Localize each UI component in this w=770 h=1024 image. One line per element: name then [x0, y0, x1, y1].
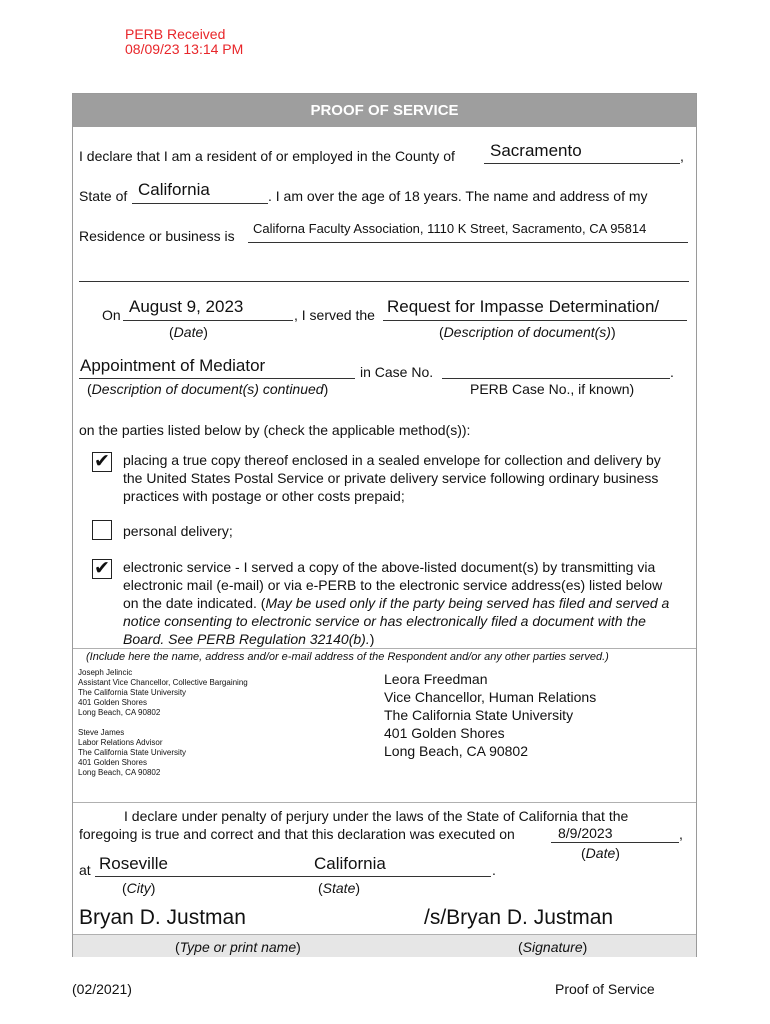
printed-name-field[interactable]: Bryan D. Justman: [79, 906, 246, 929]
form-title: PROOF OF SERVICE: [73, 94, 696, 127]
parties-instruction: (Include here the name, address and/or e-mail address of the Respondent and/or any other parties served.): [86, 651, 609, 663]
state-executed-field[interactable]: California: [314, 854, 386, 873]
methods-intro: on the parties listed below by (check the applicable method(s)):: [79, 422, 471, 438]
state-suffix: . I am over the age of 18 years. The name and address of my: [268, 188, 648, 204]
place-underline: [95, 876, 491, 877]
form-revision-date: (02/2021): [72, 981, 132, 997]
residence-underline: [248, 242, 688, 243]
mail-service-text: placing a true copy thereof enclosed in a sealed envelope for collection and delivery by the United States Postal Service or private delivery service following ordinary business practices with postage or other costs prepaid;: [123, 452, 661, 504]
city-field[interactable]: Roseville: [99, 854, 168, 873]
state-field[interactable]: California: [138, 180, 210, 199]
personal-delivery-checkbox[interactable]: [92, 520, 112, 540]
state-label: State of: [79, 188, 128, 204]
printed-name-caption: (Type or print name): [175, 939, 301, 955]
signature-caption-bar: [73, 934, 696, 957]
document-caption: (Description of document(s)): [439, 324, 616, 340]
served-label: , I served the: [294, 307, 375, 323]
county-field[interactable]: Sacramento: [490, 141, 582, 160]
perjury-line-1: I declare under penalty of perjury under the laws of the State of California that the: [124, 808, 629, 824]
party-block-freedman: Leora Freedman Vice Chancellor, Human Relations The California State University 401 Golden Shores Long Beach, CA 90802: [384, 671, 597, 759]
received-stamp-label: PERB Received: [125, 26, 226, 42]
electronic-service-text: electronic service - I served a copy of the above-listed document(s) by transmitting via electronic mail (e-mail) or via e-PERB to the electronic service address(es) listed below on the date indicated. (May be used only if the party being served has filed and served a notice consenting to electronic service or has electronically filed a document with the Board. See PERB Regulation 32140(b).): [123, 559, 670, 647]
residence-label: Residence or business is: [79, 228, 235, 244]
executed-date-caption: (Date): [581, 845, 620, 861]
executed-date-suffix: ,: [679, 826, 683, 842]
perjury-line-2: foregoing is true and correct and that this declaration was executed on: [79, 826, 515, 842]
service-date-underline: [123, 320, 293, 321]
county-suffix: ,: [680, 148, 684, 164]
place-suffix: .: [492, 862, 496, 878]
residence-field[interactable]: Californa Faculty Association, 1110 K Street, Sacramento, CA 95814: [253, 221, 647, 236]
state-caption: (State): [318, 880, 361, 896]
personal-delivery-text: personal delivery;: [123, 523, 233, 539]
document-field[interactable]: Request for Impasse Determination/: [387, 297, 660, 316]
executed-date-underline: [551, 842, 679, 843]
electronic-service-checkbox[interactable]: ✔: [92, 559, 112, 579]
parties-divider-bottom: [73, 802, 696, 803]
executed-date-field[interactable]: 8/9/2023: [558, 825, 613, 841]
state-underline: [132, 203, 268, 204]
county-underline: [484, 163, 680, 164]
date-caption: (Date): [169, 324, 208, 340]
service-date-field[interactable]: August 9, 2023: [129, 297, 244, 316]
mail-service-checkbox[interactable]: ✔: [92, 452, 112, 472]
case-caption: PERB Case No., if known): [470, 381, 635, 397]
case-number-field[interactable]: [442, 378, 670, 379]
at-label: at: [79, 862, 91, 878]
on-label: On: [102, 307, 121, 323]
case-suffix: .: [670, 364, 674, 380]
document-underline: [383, 320, 687, 321]
parties-divider-top: [73, 648, 696, 649]
signature-field[interactable]: /s/Bryan D. Justman: [424, 906, 614, 929]
form-name: Proof of Service: [555, 981, 655, 997]
signature-caption: (Signature): [518, 939, 588, 955]
document-continued-underline: [79, 378, 355, 379]
residence-underline-2: [79, 281, 689, 282]
city-caption: (City): [122, 880, 156, 896]
document-continued-field[interactable]: Appointment of Mediator: [80, 356, 266, 375]
party-block-jelincic: Joseph Jelincic Assistant Vice Chancellor, Collective Bargaining The California State University 401 Golden Shores Long Beach, CA 90802: [78, 668, 248, 717]
county-label: I declare that I am a resident of or employed in the County of: [79, 148, 455, 164]
received-stamp-timestamp: 08/09/23 13:14 PM: [125, 41, 244, 57]
document-continued-caption: (Description of document(s) continued): [87, 381, 329, 397]
case-label: in Case No.: [360, 364, 434, 380]
party-block-james: Steve James Labor Relations Advisor The California State University 401 Golden Shores Long Beach, CA 90802: [78, 728, 187, 777]
